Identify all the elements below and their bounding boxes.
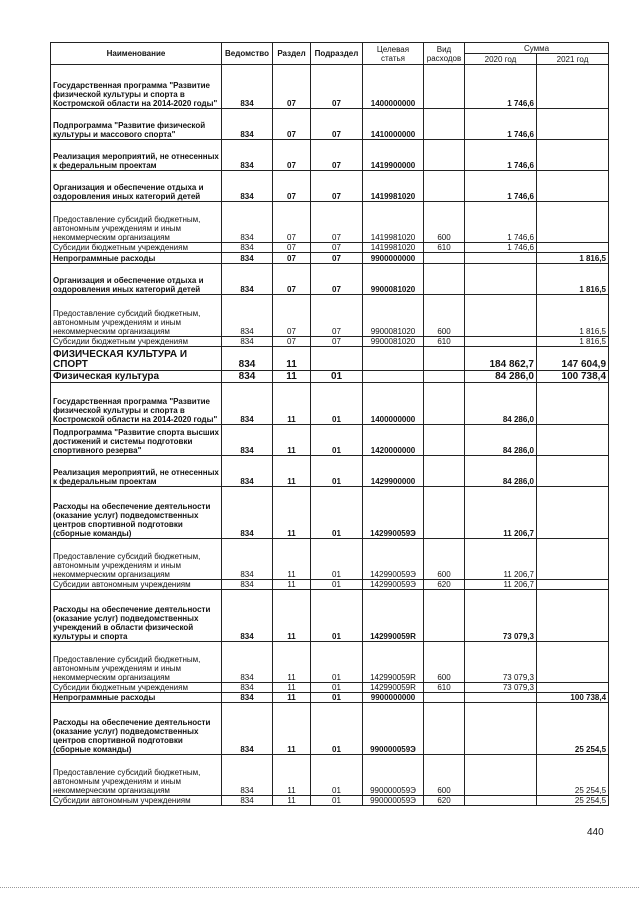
cell-podrazdel: 01: [311, 590, 363, 642]
cell-razdel: 11: [273, 539, 311, 580]
cell-podrazdel: 07: [311, 65, 363, 109]
cell-razdel: 11: [273, 755, 311, 796]
cell-sum-2021: [537, 65, 609, 109]
table-row: [51, 642, 609, 683]
cell-celevaya-statya: 142990059Э: [363, 580, 424, 590]
cell-vedomstvo: 834: [222, 703, 273, 755]
col-razdel-header: Раздел: [273, 43, 311, 65]
cell-vid-rashodov: [424, 456, 465, 487]
cell-podrazdel: 01: [311, 539, 363, 580]
cell-name: Предоставление субсидий бюджетным, автономным учреждениям и иным некоммерческим организациям: [51, 755, 222, 796]
cell-sum-2021: 1 816,5: [537, 337, 609, 347]
cell-vid-rashodov: 600: [424, 642, 465, 683]
cell-sum-2021: [537, 580, 609, 590]
cell-vedomstvo: 834: [222, 347, 273, 371]
cell-vedomstvo: 834: [222, 796, 273, 806]
cell-vedomstvo: 834: [222, 65, 273, 109]
cell-podrazdel: 07: [311, 295, 363, 337]
cell-vid-rashodov: 620: [424, 580, 465, 590]
cell-razdel: 11: [273, 371, 311, 383]
cell-celevaya-statya: 1419900000: [363, 140, 424, 171]
cell-vid-rashodov: [424, 253, 465, 264]
cell-vid-rashodov: [424, 590, 465, 642]
cell-name: Субсидии бюджетным учреждениям: [51, 683, 222, 693]
cell-podrazdel: 07: [311, 264, 363, 295]
table-header: [51, 43, 609, 65]
cell-razdel: 07: [273, 253, 311, 264]
cell-name: Расходы на обеспечение деятельности (оказание услуг) подведомственных учреждений в области физической культуры и спорта: [51, 590, 222, 642]
cell-podrazdel: 01: [311, 642, 363, 683]
cell-vedomstvo: 834: [222, 456, 273, 487]
cell-razdel: 11: [273, 425, 311, 456]
cell-celevaya-statya: 142990059R: [363, 590, 424, 642]
cell-podrazdel: 01: [311, 383, 363, 425]
cell-vedomstvo: 834: [222, 425, 273, 456]
col-2020-header: 2020 год: [465, 54, 537, 65]
table-row: [51, 539, 609, 580]
cell-vedomstvo: 834: [222, 140, 273, 171]
cell-razdel: 11: [273, 703, 311, 755]
cell-vedomstvo: 834: [222, 295, 273, 337]
cell-celevaya-statya: 142990059Э: [363, 487, 424, 539]
cell-sum-2020: 1 746,6: [465, 171, 537, 202]
col-summa-header: Сумма: [465, 43, 609, 54]
cell-razdel: 07: [273, 295, 311, 337]
cell-razdel: 07: [273, 109, 311, 140]
cell-vid-rashodov: [424, 703, 465, 755]
cell-celevaya-statya: 1419981020: [363, 171, 424, 202]
cell-podrazdel: 07: [311, 337, 363, 347]
cell-sum-2021: [537, 109, 609, 140]
cell-vid-rashodov: 600: [424, 539, 465, 580]
cell-podrazdel: 01: [311, 755, 363, 796]
cell-name: Непрограммные расходы: [51, 253, 222, 264]
cell-vedomstvo: 834: [222, 202, 273, 243]
cell-razdel: 07: [273, 65, 311, 109]
cell-razdel: 11: [273, 590, 311, 642]
table-row: [51, 755, 609, 796]
table-row: [51, 693, 609, 703]
cell-name: Государственная программа "Развитие физической культуры и спорта в Костромской области на 2014-2020 годы": [51, 65, 222, 109]
cell-sum-2021: 25 254,5: [537, 796, 609, 806]
cell-celevaya-statya: 1429900000: [363, 456, 424, 487]
cell-podrazdel: 01: [311, 487, 363, 539]
cell-name: Субсидии бюджетным учреждениям: [51, 337, 222, 347]
cell-celevaya-statya: 9900081020: [363, 264, 424, 295]
cell-vedomstvo: 834: [222, 642, 273, 683]
cell-sum-2021: 1 816,5: [537, 264, 609, 295]
cell-sum-2020: [465, 693, 537, 703]
cell-sum-2020: 11 206,7: [465, 539, 537, 580]
table-row: [51, 590, 609, 642]
cell-sum-2020: 1 746,6: [465, 109, 537, 140]
cell-sum-2021: [537, 140, 609, 171]
cell-vid-rashodov: [424, 347, 465, 371]
cell-name: ФИЗИЧЕСКАЯ КУЛЬТУРА И СПОРТ: [51, 347, 222, 371]
table-row: [51, 171, 609, 202]
cell-razdel: 11: [273, 487, 311, 539]
col-2021-header: 2021 год: [537, 54, 609, 65]
cell-name: Реализация мероприятий, не отнесенных к федеральным проектам: [51, 140, 222, 171]
cell-celevaya-statya: 1410000000: [363, 109, 424, 140]
cell-name: Организация и обеспечение отдыха и оздоровления иных категорий детей: [51, 171, 222, 202]
col-statya-header: Целевая статья: [363, 43, 424, 65]
cell-vedomstvo: 834: [222, 755, 273, 796]
cell-celevaya-statya: 9900000000: [363, 693, 424, 703]
table-row: [51, 456, 609, 487]
cell-vid-rashodov: 610: [424, 683, 465, 693]
table-row: [51, 347, 609, 371]
cell-sum-2020: 73 079,3: [465, 642, 537, 683]
cell-vedomstvo: 834: [222, 264, 273, 295]
cell-sum-2021: 100 738,4: [537, 371, 609, 383]
cell-vid-rashodov: 610: [424, 337, 465, 347]
cell-celevaya-statya: 142990059R: [363, 683, 424, 693]
table-row: [51, 371, 609, 383]
cell-razdel: 11: [273, 580, 311, 590]
cell-sum-2020: 11 206,7: [465, 487, 537, 539]
cell-sum-2020: 11 206,7: [465, 580, 537, 590]
cell-sum-2021: [537, 171, 609, 202]
cell-vedomstvo: 834: [222, 109, 273, 140]
cell-name: Предоставление субсидий бюджетным, автономным учреждениям и иным некоммерческим организациям: [51, 295, 222, 337]
cell-name: Предоставление субсидий бюджетным, автономным учреждениям и иным некоммерческим организациям: [51, 539, 222, 580]
cell-vedomstvo: 834: [222, 337, 273, 347]
table-row: [51, 65, 609, 109]
table-row: [51, 425, 609, 456]
table-row: [51, 253, 609, 264]
cell-podrazdel: 07: [311, 202, 363, 243]
cell-vedomstvo: 834: [222, 171, 273, 202]
table-row: [51, 264, 609, 295]
cell-vid-rashodov: 600: [424, 295, 465, 337]
cell-celevaya-statya: 9900081020: [363, 295, 424, 337]
cell-vid-rashodov: [424, 371, 465, 383]
cell-name: Расходы на обеспечение деятельности (оказание услуг) подведомственных центров спортивной подготовки (сборные команды): [51, 703, 222, 755]
cell-vid-rashodov: [424, 109, 465, 140]
cell-sum-2020: 1 746,6: [465, 202, 537, 243]
table-row: [51, 487, 609, 539]
cell-celevaya-statya: 1400000000: [363, 383, 424, 425]
cell-sum-2021: 100 738,4: [537, 693, 609, 703]
cell-sum-2020: [465, 796, 537, 806]
col-name-header: Наименование: [51, 43, 222, 65]
cell-sum-2020: 1 746,6: [465, 243, 537, 253]
cell-vedomstvo: 834: [222, 539, 273, 580]
cell-razdel: 07: [273, 171, 311, 202]
cell-vedomstvo: 834: [222, 371, 273, 383]
cell-sum-2021: [537, 243, 609, 253]
cell-podrazdel: 01: [311, 683, 363, 693]
table-row: [51, 337, 609, 347]
cell-vid-rashodov: [424, 171, 465, 202]
cell-vedomstvo: 834: [222, 487, 273, 539]
cell-celevaya-statya: 1420000000: [363, 425, 424, 456]
col-podrazdel-header: Подраздел: [311, 43, 363, 65]
cell-podrazdel: 01: [311, 371, 363, 383]
cell-name: Расходы на обеспечение деятельности (оказание услуг) подведомственных центров спортивной подготовки (сборные команды): [51, 487, 222, 539]
cell-sum-2021: 1 816,5: [537, 253, 609, 264]
cell-sum-2020: 84 286,0: [465, 425, 537, 456]
table-row: [51, 140, 609, 171]
cell-vid-rashodov: [424, 425, 465, 456]
cell-razdel: 11: [273, 383, 311, 425]
cell-sum-2020: 1 746,6: [465, 65, 537, 109]
cell-vedomstvo: 834: [222, 253, 273, 264]
cell-sum-2020: 84 286,0: [465, 456, 537, 487]
cell-sum-2020: 1 746,6: [465, 140, 537, 171]
cell-sum-2020: [465, 337, 537, 347]
cell-razdel: 07: [273, 202, 311, 243]
cell-podrazdel: 07: [311, 140, 363, 171]
cell-vid-rashodov: [424, 383, 465, 425]
cell-sum-2020: [465, 703, 537, 755]
cell-vedomstvo: 834: [222, 580, 273, 590]
cell-razdel: 11: [273, 796, 311, 806]
cell-razdel: 11: [273, 347, 311, 371]
cell-razdel: 11: [273, 693, 311, 703]
cell-vid-rashodov: 600: [424, 202, 465, 243]
cell-name: Подпрограмма "Развитие спорта высших достижений и системы подготовки спортивного резерва": [51, 425, 222, 456]
cell-celevaya-statya: 990000059Э: [363, 703, 424, 755]
cell-sum-2021: [537, 383, 609, 425]
cell-vedomstvo: 834: [222, 683, 273, 693]
cell-celevaya-statya: 9900000000: [363, 253, 424, 264]
cell-vid-rashodov: [424, 140, 465, 171]
cell-sum-2021: [537, 456, 609, 487]
table-row: [51, 295, 609, 337]
cell-podrazdel: 01: [311, 703, 363, 755]
cell-vid-rashodov: [424, 693, 465, 703]
cell-celevaya-statya: 142990059R: [363, 642, 424, 683]
cell-celevaya-statya: 990000059Э: [363, 796, 424, 806]
cell-sum-2021: 25 254,5: [537, 755, 609, 796]
cell-razdel: 07: [273, 264, 311, 295]
cell-vid-rashodov: 600: [424, 755, 465, 796]
cell-sum-2021: 25 254,5: [537, 703, 609, 755]
table-row: [51, 580, 609, 590]
cell-name: Субсидии автономным учреждениям: [51, 796, 222, 806]
cell-razdel: 07: [273, 337, 311, 347]
cell-vid-rashodov: [424, 264, 465, 295]
cell-name: Реализация мероприятий, не отнесенных к федеральным проектам: [51, 456, 222, 487]
cell-vid-rashodov: 620: [424, 796, 465, 806]
cell-sum-2020: 73 079,3: [465, 683, 537, 693]
cell-sum-2021: 1 816,5: [537, 295, 609, 337]
cell-celevaya-statya: 142990059Э: [363, 539, 424, 580]
cell-podrazdel: 01: [311, 456, 363, 487]
cell-sum-2020: 184 862,7: [465, 347, 537, 371]
cell-name: Субсидии автономным учреждениям: [51, 580, 222, 590]
table-row: [51, 703, 609, 755]
cell-vedomstvo: 834: [222, 383, 273, 425]
col-vid-header: Вид расходов: [424, 43, 465, 65]
cell-sum-2021: [537, 683, 609, 693]
bottom-dotted-rule: [0, 887, 639, 888]
cell-razdel: 07: [273, 140, 311, 171]
cell-name: Непрограммные расходы: [51, 693, 222, 703]
cell-name: Субсидии бюджетным учреждениям: [51, 243, 222, 253]
table-row: [51, 383, 609, 425]
cell-razdel: 07: [273, 243, 311, 253]
cell-podrazdel: 01: [311, 796, 363, 806]
cell-celevaya-statya: 1419981020: [363, 202, 424, 243]
cell-sum-2020: [465, 253, 537, 264]
cell-sum-2021: [537, 202, 609, 243]
cell-podrazdel: 07: [311, 109, 363, 140]
cell-name: Организация и обеспечение отдыха и оздоровления иных категорий детей: [51, 264, 222, 295]
cell-podrazdel: 01: [311, 425, 363, 456]
cell-sum-2020: [465, 295, 537, 337]
cell-celevaya-statya: 9900081020: [363, 337, 424, 347]
cell-sum-2020: 73 079,3: [465, 590, 537, 642]
cell-sum-2021: [537, 539, 609, 580]
table-row: [51, 243, 609, 253]
cell-sum-2021: [537, 590, 609, 642]
cell-sum-2020: [465, 755, 537, 796]
cell-vid-rashodov: [424, 487, 465, 539]
cell-celevaya-statya: [363, 347, 424, 371]
budget-table: [50, 42, 609, 806]
col-vedomstvo-header: Ведомство: [222, 43, 273, 65]
cell-sum-2020: [465, 264, 537, 295]
cell-podrazdel: [311, 347, 363, 371]
cell-razdel: 11: [273, 683, 311, 693]
table-body: [51, 65, 609, 806]
cell-celevaya-statya: [363, 371, 424, 383]
table-row: [51, 202, 609, 243]
cell-vedomstvo: 834: [222, 693, 273, 703]
table-row: [51, 796, 609, 806]
cell-sum-2021: [537, 425, 609, 456]
cell-razdel: 11: [273, 642, 311, 683]
cell-name: Предоставление субсидий бюджетным, автономным учреждениям и иным некоммерческим организациям: [51, 202, 222, 243]
cell-podrazdel: 07: [311, 243, 363, 253]
cell-name: Предоставление субсидий бюджетным, автономным учреждениям и иным некоммерческим организациям: [51, 642, 222, 683]
cell-celevaya-statya: 990000059Э: [363, 755, 424, 796]
cell-celevaya-statya: 1400000000: [363, 65, 424, 109]
cell-vedomstvo: 834: [222, 243, 273, 253]
cell-podrazdel: 07: [311, 253, 363, 264]
cell-podrazdel: 01: [311, 580, 363, 590]
page-number: 440: [587, 827, 604, 838]
cell-sum-2020: 84 286,0: [465, 383, 537, 425]
cell-celevaya-statya: 1419981020: [363, 243, 424, 253]
cell-podrazdel: 07: [311, 171, 363, 202]
cell-name: Физическая культура: [51, 371, 222, 383]
cell-sum-2020: 84 286,0: [465, 371, 537, 383]
cell-razdel: 11: [273, 456, 311, 487]
table-row: [51, 109, 609, 140]
cell-vedomstvo: 834: [222, 590, 273, 642]
cell-podrazdel: 01: [311, 693, 363, 703]
table-row: [51, 683, 609, 693]
cell-vid-rashodov: [424, 65, 465, 109]
cell-vid-rashodov: 610: [424, 243, 465, 253]
cell-sum-2021: [537, 642, 609, 683]
cell-name: Государственная программа "Развитие физической культуры и спорта в Костромской области на 2014-2020 годы": [51, 383, 222, 425]
cell-sum-2021: [537, 487, 609, 539]
cell-name: Подпрограмма "Развитие физической культуры и массового спорта": [51, 109, 222, 140]
cell-sum-2021: 147 604,9: [537, 347, 609, 371]
